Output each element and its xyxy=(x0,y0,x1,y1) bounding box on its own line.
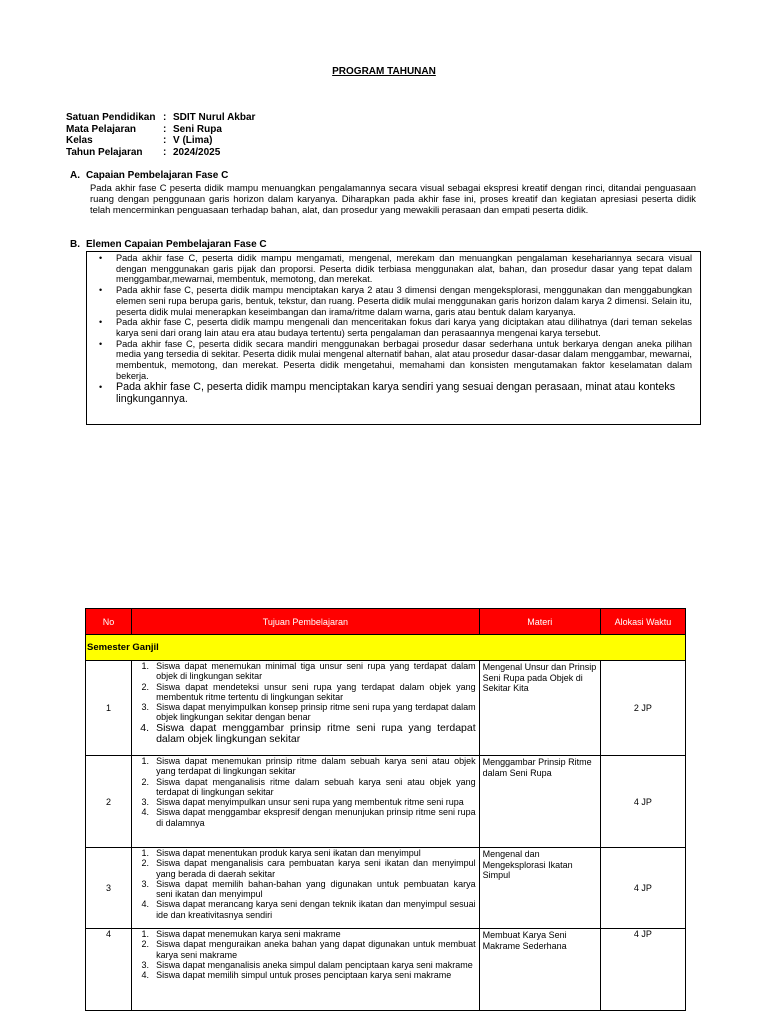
item-number: 3. xyxy=(141,878,150,889)
identity-label: Tahun Pelajaran xyxy=(66,146,143,158)
elemen-text: Pada akhir fase C, peserta didik mampu mengenali dan menceritakan fokus dari karya yang diciptakan atau dilihatnya (dari teman sekelas karya seni dari orang lain atau era atau budaya tertentu) serta pengalaman dan perasaannya mengenai karya tersebut. xyxy=(116,317,692,338)
tujuan-item xyxy=(132,682,476,703)
item-number: 3. xyxy=(141,959,150,970)
identity-row-kelas xyxy=(66,135,255,147)
bullet-icon: • xyxy=(99,338,103,349)
tujuan-item xyxy=(132,858,476,879)
table-row xyxy=(86,756,686,848)
tujuan-cell xyxy=(132,929,480,1011)
tujuan-item xyxy=(132,960,476,970)
tujuan-item xyxy=(132,879,476,900)
item-text: Siswa dapat menganalisis cara pembuatan karya seni ikatan dan menyimpul yang berada di daerah sekitar xyxy=(156,858,476,879)
section-a-paragraph: Pada akhir fase C peserta didik mampu menuangkan pengalamannya secara visual sebagai ekspresi kreatif dengan rinci, ditandai penguasaan ruang dengan penggunaan garis horizon dalam karyanya. Diharapkan pada akhir fase ini, proses kreatif dan kegiatan apresiasi peserta didik telah mencerminkan penguasaan terhadap bahan, alat, dan prosedur yang mewakili perasaan dan empati peserta didik. xyxy=(90,182,696,215)
tujuan-item xyxy=(132,807,476,828)
item-text: Siswa dapat menggambar prinsip ritme seni rupa yang terdapat dalam objek lingkungan sekitar xyxy=(156,721,476,746)
item-number: 2. xyxy=(141,776,150,787)
identity-label: Satuan Pendidikan xyxy=(66,112,156,123)
tujuan-item xyxy=(132,797,476,807)
bullet-icon: • xyxy=(99,285,103,296)
bullet-icon: • xyxy=(99,253,103,263)
row-number: 2 xyxy=(86,756,132,848)
identity-colon: : xyxy=(163,135,167,146)
tujuan-item xyxy=(132,929,476,939)
materi-cell: Mengenal Unsur dan Prinsip Seni Rupa pada Objek di Sekitar Kita xyxy=(479,661,600,756)
materi-cell: Membuat Karya Seni Makrame Sederhana xyxy=(479,929,600,1011)
item-text: Siswa dapat merancang karya seni dengan teknik ikatan dan menyimpul sesuai ide dan kreativitasnya sendiri xyxy=(156,899,476,920)
tujuan-cell xyxy=(132,756,480,848)
identity-colon: : xyxy=(163,146,167,158)
item-number: 4. xyxy=(141,807,150,818)
item-number: 4. xyxy=(140,721,150,734)
item-number: 4. xyxy=(141,970,150,981)
identity-value: V (Lima) xyxy=(173,135,213,146)
identity-colon: : xyxy=(163,123,167,135)
item-text: Siswa dapat menganalisis ritme dalam sebuah karya seni atau objek yang terdapat di lingkungan sekitar xyxy=(156,776,476,797)
item-text: Siswa dapat menganalisis aneka simpul dalam penciptaan karya seni makrame xyxy=(156,959,473,970)
alokasi-cell: 4 JP xyxy=(600,929,685,1011)
item-number: 1. xyxy=(141,756,150,766)
item-number: 1. xyxy=(141,848,150,858)
semester-label: Semester Ganjil xyxy=(86,635,686,661)
item-text: Siswa dapat memilih simpul untuk proses penciptaan karya seni makrame xyxy=(156,970,452,981)
row-number: 4 xyxy=(86,929,132,1011)
item-number: 2. xyxy=(141,858,150,869)
section-a-letter: A. xyxy=(70,170,80,181)
tujuan-item xyxy=(132,899,476,920)
elemen-text: Pada akhir fase C, peserta didik mampu mengamati, mengenal, merekam dan menuangkan pengalaman kesehariannya secara visual dengan menggunakan garis pijak dan proporsi. Peserta didik terbiasa menggunakan alat, bahan, dan prosedur dasar yang tepat dalam menggambar,mewarnai, membentuk, memotong, dan merekat. xyxy=(116,253,692,285)
table-row xyxy=(86,661,686,756)
tujuan-item xyxy=(132,756,476,777)
table-row xyxy=(86,929,686,1011)
identity-row-tahun xyxy=(66,147,255,159)
table-header-row xyxy=(86,609,686,635)
identity-value: 2024/2025 xyxy=(173,146,221,158)
identity-colon: : xyxy=(163,112,167,123)
elemen-text: Pada akhir fase C, peserta didik mampu menciptakan karya sendiri yang sesuai dengan perasaan, minat atau konteks lingkungannya. xyxy=(116,381,676,406)
list-item xyxy=(93,317,692,338)
identity-label: Kelas xyxy=(66,135,93,146)
item-text: Siswa dapat menemukan karya seni makrame xyxy=(156,929,341,939)
list-item xyxy=(93,381,692,405)
elemen-box xyxy=(86,251,701,425)
semester-row xyxy=(86,635,686,661)
item-text: Siswa dapat menguraikan aneka bahan yang dapat digunakan untuk membuat karya seni makrame xyxy=(156,939,476,960)
item-text: Siswa dapat menyimpulkan konsep prinsip ritme seni rupa yang terdapat dalam objek lingkungan sekitar dengan benar xyxy=(156,702,476,723)
item-number: 3. xyxy=(141,702,150,713)
tujuan-item xyxy=(132,939,476,960)
table-row xyxy=(86,848,686,929)
row-number: 3 xyxy=(86,848,132,929)
tujuan-cell xyxy=(132,848,480,929)
tujuan-item xyxy=(132,848,476,858)
tujuan-item xyxy=(132,661,476,682)
alokasi-cell: 2 JP xyxy=(600,661,685,756)
bullet-icon: • xyxy=(99,382,103,393)
identity-row-mapel xyxy=(66,124,255,136)
elemen-text: Pada akhir fase C, peserta didik secara mandiri menggunakan berbagai prosedur dasar sederhana untuk berkarya dengan aneka pilihan media yang tersedia di sekitar. Peserta didik mulai mengenal alternatif bahan, alat atau prosedur dasar-dasar dalam menggambar, mewarnai, membentuk, memotong, dan merekat. Peserta didik mengetahui, memahami dan konsisten mengutamakan faktor keselamatan dalam bekerja. xyxy=(116,338,692,381)
item-number: 4. xyxy=(141,899,150,910)
tujuan-pembelajaran-table xyxy=(85,608,686,1011)
identity-label: Mata Pelajaran xyxy=(66,123,137,135)
item-text: Siswa dapat menemukan prinsip ritme dalam sebuah karya seni atau objek yang terdapat di lingkungan sekitar xyxy=(156,756,476,777)
section-b-letter: B. xyxy=(70,239,80,250)
item-text: Siswa dapat menemukan minimal tiga unsur seni rupa yang terdapat dalam objek di lingkungan sekitar xyxy=(156,661,476,682)
section-a-heading xyxy=(70,170,228,181)
tujuan-cell xyxy=(132,661,480,756)
item-text: Siswa dapat menggambar ekspresif dengan menunjukan prinsip ritme seni rupa di dalamnya xyxy=(156,807,476,828)
header-materi: Materi xyxy=(479,609,600,635)
elemen-list xyxy=(93,253,692,405)
tujuan-item xyxy=(132,970,476,980)
identity-value: SDIT Nurul Akbar xyxy=(173,112,256,123)
alokasi-cell: 4 JP xyxy=(600,848,685,929)
identity-row-satuan xyxy=(66,112,255,124)
elemen-text: Pada akhir fase C, peserta didik mampu menciptakan karya 2 atau 3 dimensi dengan mengeksplorasi, menggunakan dan menggabungkan elemen seni rupa berupa garis, bentuk, tekstur, dan ruang. Peserta didik mulai menggunakan garis horizon dalam karya 2 dimensi. Selain itu, peserta didik mulai menerapkan keseimbangan dan irama/ritme dalam warna, garis atau bentuk dalam karyanya. xyxy=(116,285,692,317)
materi-cell: Mengenal dan Mengeksplorasi Ikatan Simpul xyxy=(479,848,600,929)
section-a-title: Capaian Pembelajaran Fase C xyxy=(86,170,229,181)
item-number: 3. xyxy=(141,797,150,808)
header-no: No xyxy=(86,609,132,635)
list-item xyxy=(93,253,692,285)
materi-cell: Menggambar Prinsip Ritme dalam Seni Rupa xyxy=(479,756,600,848)
item-text: Siswa dapat memilih bahan-bahan yang digunakan untuk pembuatan karya seni ikatan dan menyimpul xyxy=(156,878,476,900)
document-title: PROGRAM TAHUNAN xyxy=(332,66,436,77)
item-text: Siswa dapat menentukan produk karya seni ikatan dan menyimpul xyxy=(156,848,421,858)
section-b-title: Elemen Capaian Pembelajaran Fase C xyxy=(86,239,267,250)
item-text: Siswa dapat mendeteksi unsur seni rupa yang terdapat dalam objek yang membentuk ritme tertentu di lingkungan sekitar xyxy=(156,681,476,702)
list-item xyxy=(93,285,692,317)
item-text: Siswa dapat menyimpulkan unsur seni rupa yang membentuk ritme seni rupa xyxy=(156,797,464,808)
section-b-heading xyxy=(70,239,267,250)
identity-block xyxy=(66,112,255,158)
tujuan-item xyxy=(132,777,476,798)
identity-value: Seni Rupa xyxy=(173,123,222,135)
header-tujuan: Tujuan Pembelajaran xyxy=(132,609,480,635)
alokasi-cell: 4 JP xyxy=(600,756,685,848)
item-number: 1. xyxy=(141,929,150,939)
tujuan-item xyxy=(132,702,476,723)
row-number: 1 xyxy=(86,661,132,756)
item-number: 1. xyxy=(141,661,150,671)
header-alokasi: Alokasi Waktu xyxy=(600,609,685,635)
bullet-icon: • xyxy=(99,317,103,328)
item-number: 2. xyxy=(141,681,150,692)
list-item xyxy=(93,339,692,382)
item-number: 2. xyxy=(141,939,150,950)
tujuan-item xyxy=(132,723,476,746)
